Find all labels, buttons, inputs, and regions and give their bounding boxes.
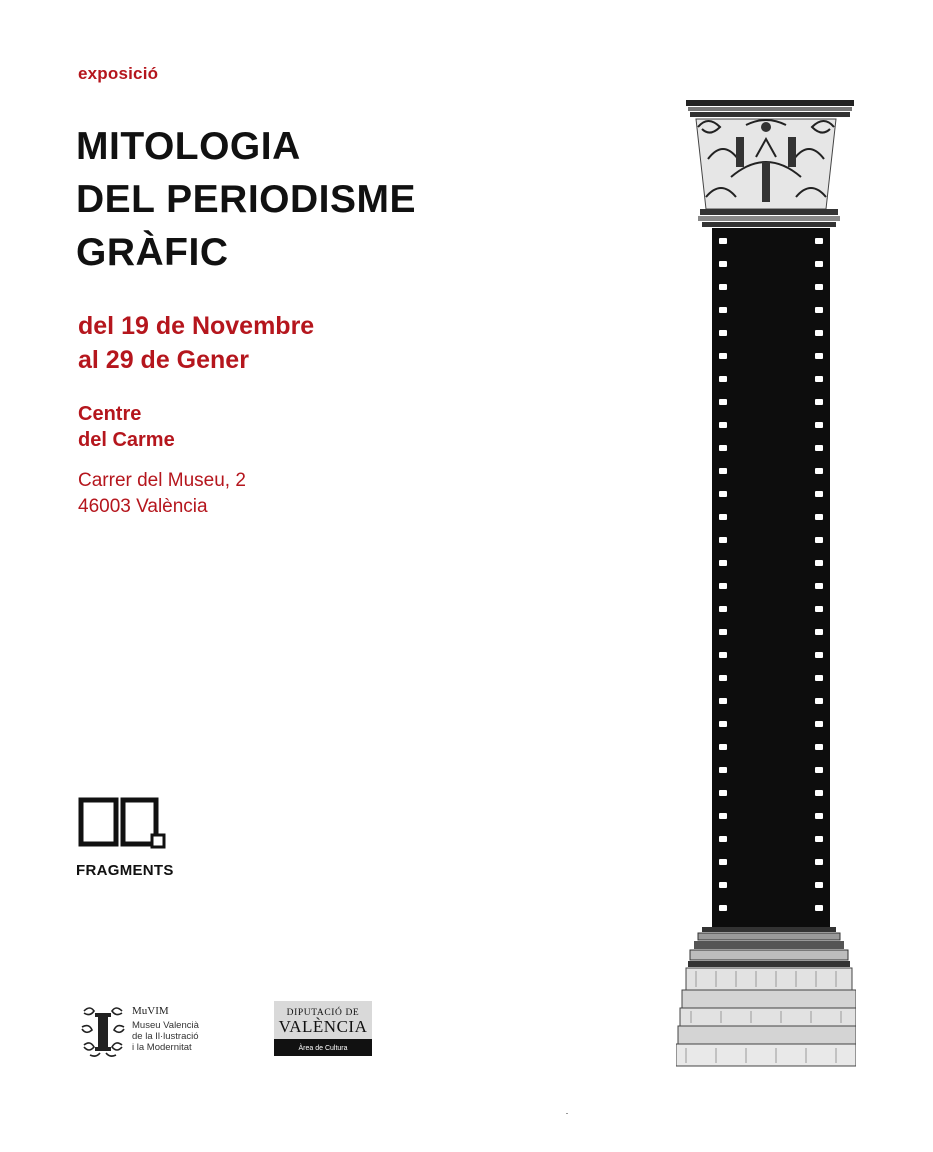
muvim-description [132, 1020, 199, 1053]
venue-line: del Carme [78, 429, 175, 451]
column-base [676, 927, 856, 1066]
date-line: del 19 de Novembre [78, 312, 315, 340]
venue-line: Centre [78, 403, 142, 425]
muvim-logo [78, 1003, 258, 1059]
address-line: 46003 València [78, 496, 208, 517]
title-line: GRÀFIC [76, 231, 229, 274]
diputacio-logo [274, 1001, 372, 1055]
print-mark [566, 1113, 568, 1114]
diputacio-line1: DIPUTACIÓ DE [286, 1008, 360, 1018]
title-line: MITOLOGIA [76, 125, 301, 168]
fragments-logo-icon [78, 797, 178, 849]
muvim-desc-line: i la Modernitat [132, 1042, 192, 1053]
fragments-label: FRAGMENTS [76, 862, 174, 879]
muvim-desc-line: Museu Valencià [132, 1020, 199, 1031]
date-line: al 29 de Gener [78, 346, 249, 374]
venue-address [78, 468, 246, 520]
address-line: Carrer del Museu, 2 [78, 470, 246, 491]
film-column-illustration [676, 97, 856, 1070]
muvim-emblem-icon [78, 1003, 128, 1059]
exhibition-kicker: exposició [78, 64, 159, 83]
exhibition-dates [78, 309, 314, 377]
diputacio-line2: VALÈNCIA [278, 1017, 368, 1036]
diputacio-line3: Àrea de Cultura [298, 1045, 348, 1052]
muvim-desc-line: de la Il·lustració [132, 1031, 199, 1042]
column-capital [686, 100, 854, 227]
column-shaft-film-strip [712, 228, 830, 927]
muvim-name: MuVIM [132, 1005, 169, 1017]
title-line: DEL PERIODISME [76, 178, 417, 221]
exhibition-title [76, 120, 416, 279]
venue-name [78, 401, 175, 453]
